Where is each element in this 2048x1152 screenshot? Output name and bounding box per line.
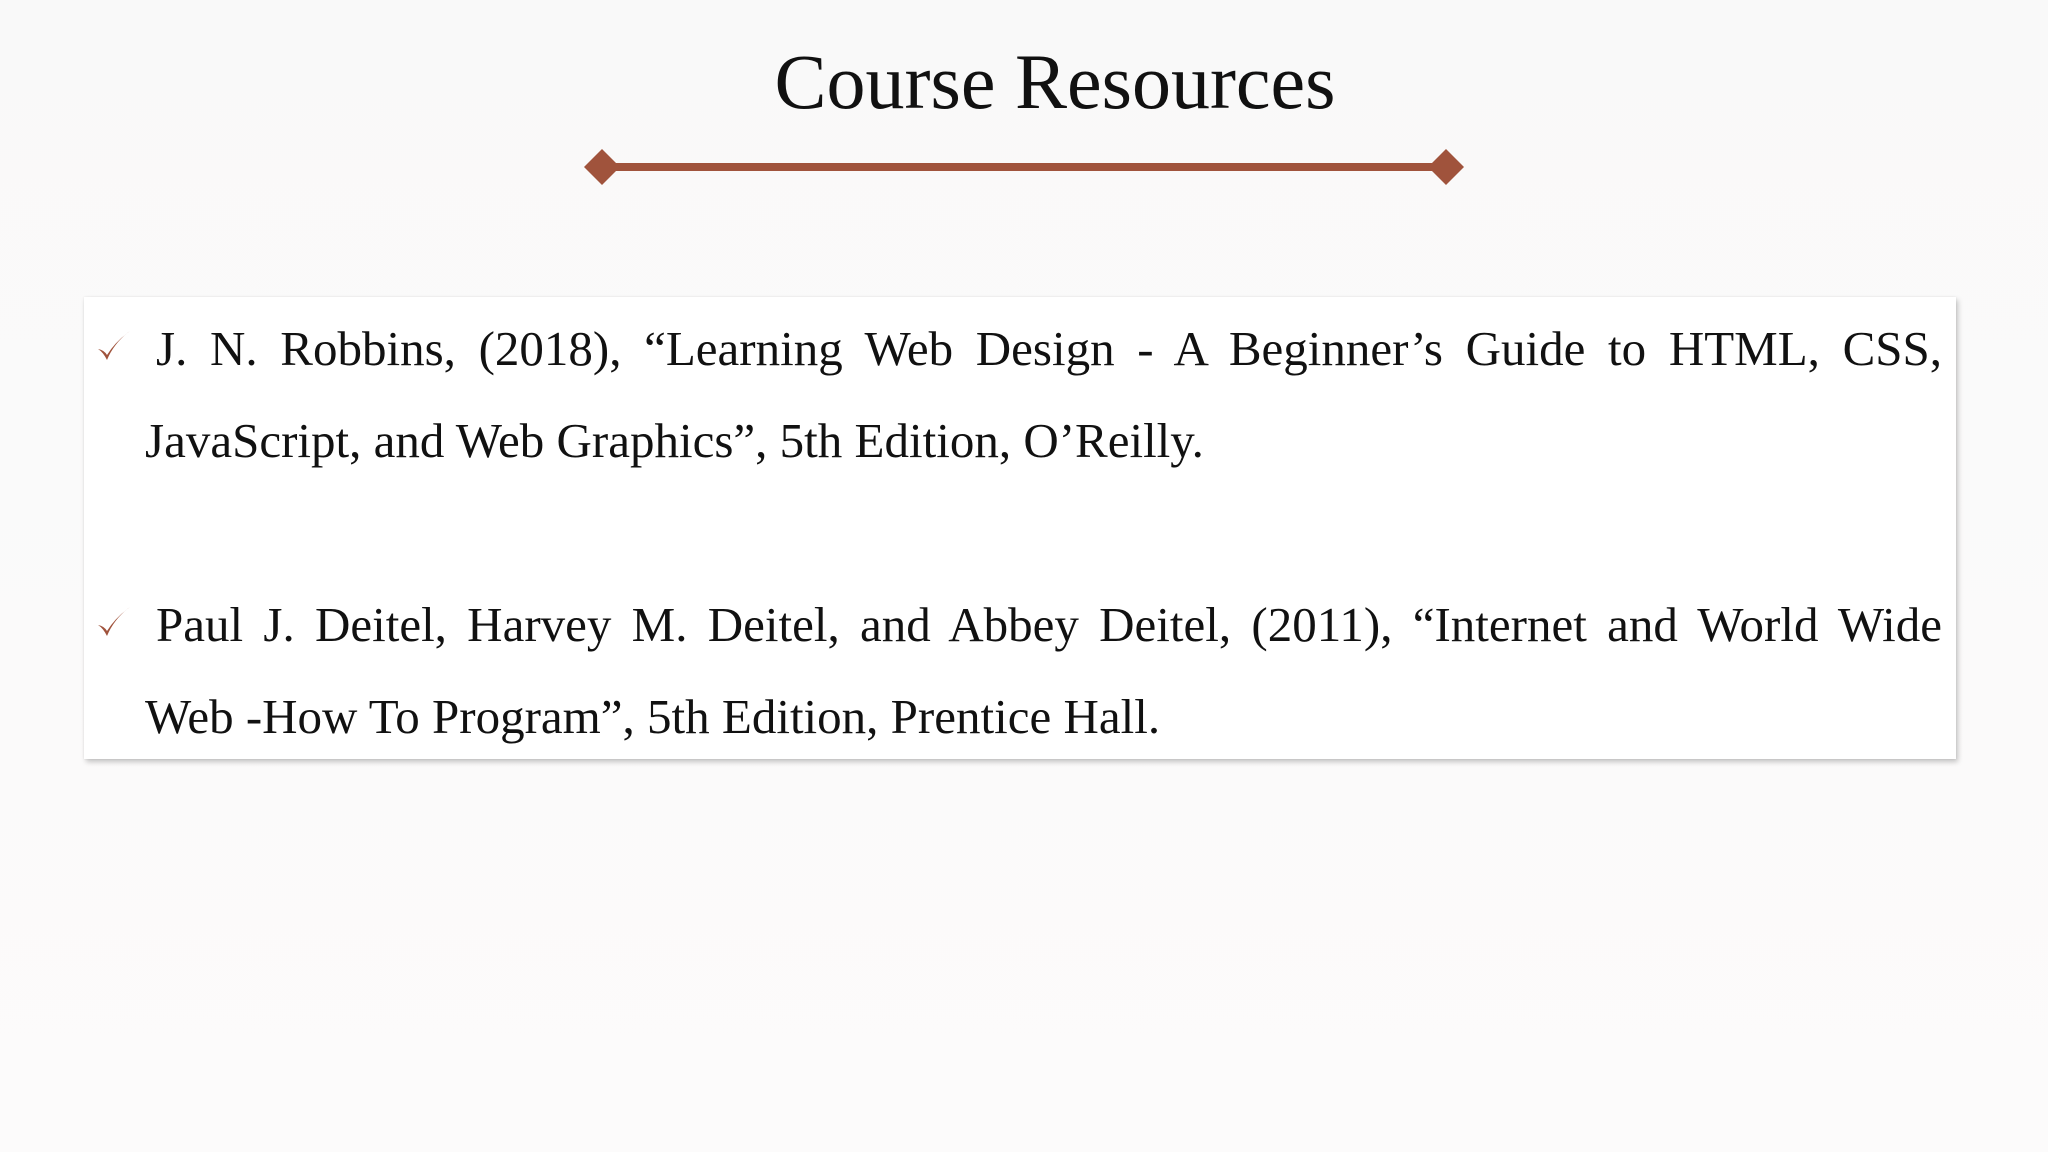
title-divider (582, 147, 1466, 187)
resource-citation-line-2: Web -How To Program”, 5th Edition, Prentice Hall. (145, 689, 1161, 744)
checkmark-icon (94, 603, 134, 643)
resource-citation-line-2: JavaScript, and Web Graphics”, 5th Edition, O’Reilly. (145, 413, 1204, 468)
divider-right-diamond (1428, 149, 1464, 185)
resource-citation-line-1: Paul J. Deitel, Harvey M. Deitel, and Abbey Deitel, (2011), “Internet and World Wide (156, 597, 1942, 652)
divider-left-diamond (584, 149, 620, 185)
checkmark-icon (94, 327, 134, 367)
resource-citation-line-1: J. N. Robbins, (2018), “Learning Web Design - A Beginner’s Guide to HTML, CSS, (156, 321, 1942, 376)
slide-title: Course Resources (774, 38, 1336, 125)
resources-card (84, 297, 1956, 759)
